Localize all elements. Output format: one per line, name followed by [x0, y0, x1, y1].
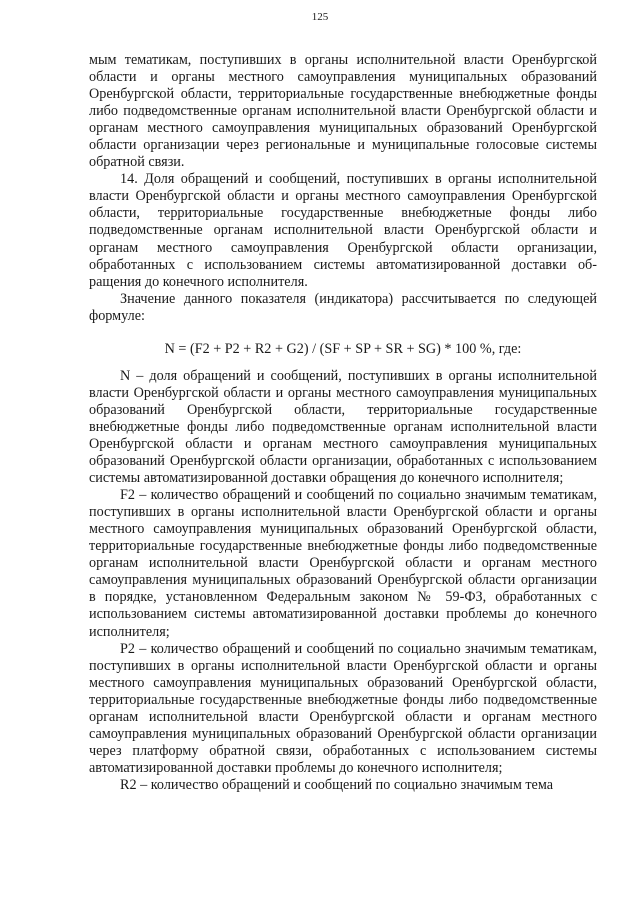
definition-p2: P2 – количество обращений и сообщений по социально значимым тематикам, поступивших в органы исполнительной власти Оренбургской области и органы местного самоуправления муниципальных образований Оренбургской области, территориальные государственные внебюджетные фонды либо подведомственные органам исполнительной власти Оренбургской области и органам местного самоуправления муниципальных образований Оренбургской области организации через платформу обратной связи, обработанных с использованием системы автоматизированной доставки проблемы до конечного исполнителя; — [89, 640, 597, 776]
page-number: 125 — [311, 11, 329, 23]
document-body — [89, 52, 597, 794]
paragraph-formula-intro: Значение данного показателя (индикатора) рассчитывается по следующей формуле: — [89, 290, 597, 324]
paragraph-continuation: мым тематикам, поступивших в органы исполнительной власти Оренбургской области и органы местного самоуправления муниципальных образований Оренбургской области, территориальные государственные внебюджетные фонды либо подведомственные органам исполнительной власти Оренбургской области и органам местного самоуправления муниципальных образований Оренбургской области организации через региональные и муниципальные голосовые системы обратной связи. — [89, 52, 597, 171]
paragraph-item-14: 14. Доля обращений и сообщений, поступивших в органы исполнительной власти Оренбургской области и органы местного самоуправления Оренбургской области, территориальные государственные внебюджетные фонды либо подведомственные органам исполнительной власти Оренбургской области и органам местного самоуправления Оренбургской области организации, обработанных с использованием системы автоматизированной доставки обращения до конечного исполнителя. — [89, 171, 597, 290]
definition-r2: R2 – количество обращений и сообщений по социально значимым тема — [120, 776, 554, 793]
formula: N = (F2 + P2 + R2 + G2) / (SF + SP + SR + SG) * 100 %, где: — [164, 340, 522, 357]
definition-n: N – доля обращений и сообщений, поступивших в органы исполнительной власти Оренбургской области и органы местного самоуправления муниципальных образований Оренбургской области, территориальные государственные внебюджетные фонды либо подведомственные органам исполнительной власти Оренбургской области и органам местного самоуправления муниципальных образований Оренбургской области организации, обработанных с использованием системы автоматизированной доставки обращения до конечного исполнителя; — [89, 367, 597, 487]
definition-f2: F2 – количество обращений и сообщений по социально значимым тематикам, поступивших в органы исполнительной власти Оренбургской области и органы местного самоуправления муниципальных образований Оренбургской области, территориальные государственные внебюджетные фонды либо подведомственные органам исполнительной власти Оренбургской области и органам местного самоуправления муниципальных образований Оренбургской области организации в порядке, установленном Федеральным законом № 59-ФЗ, обработанных с использованием системы автоматизированной доставки проблемы до конечного исполнителя; — [89, 487, 597, 640]
